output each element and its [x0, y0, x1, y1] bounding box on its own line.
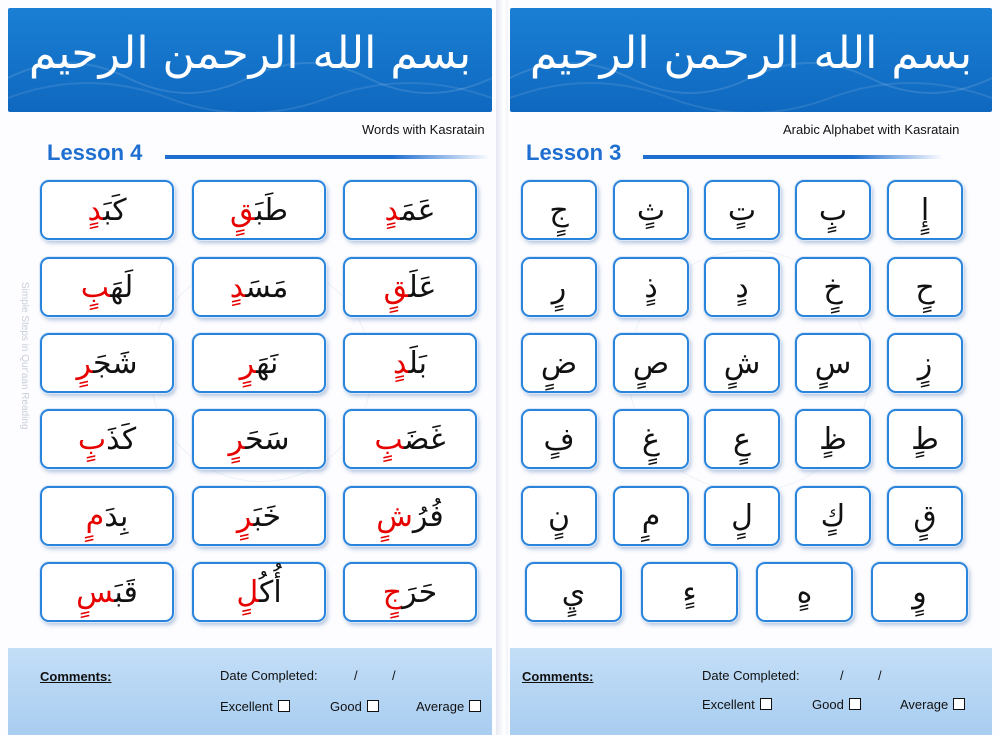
kasratain-ending: بٍ	[80, 269, 111, 305]
arabic-letter: زٍ	[917, 345, 933, 381]
word-card	[343, 333, 477, 393]
word-card	[343, 486, 477, 546]
letter-card	[521, 257, 597, 317]
arabic-letter: عٍ	[733, 421, 751, 457]
kasratain-ending: شٍ	[376, 498, 413, 534]
rating-average[interactable]	[900, 697, 965, 712]
lesson-subtitle: Arabic Alphabet with Kasratain	[783, 122, 960, 137]
letter-card	[795, 486, 871, 546]
word-stem: كَذَ	[106, 421, 137, 457]
kasratain-ending: مٍ	[85, 498, 105, 534]
kasratain-ending: سٍ	[76, 574, 115, 610]
word-stem: غَضَ	[403, 421, 446, 457]
letter-card	[756, 562, 853, 622]
date-separator: /	[354, 668, 358, 683]
kasratain-ending: قٍ	[230, 192, 256, 228]
kasratain-ending: رٍ	[76, 345, 94, 381]
kasratain-ending: بٍ	[374, 421, 404, 457]
basmala-banner	[8, 8, 492, 112]
arabic-letter: ءٍ	[682, 574, 697, 610]
lesson-subtitle: Words with Kasratain	[362, 122, 485, 137]
comments-label: Comments:	[40, 669, 112, 684]
arabic-letter: غٍ	[642, 421, 660, 457]
arabic-letter: ذٍ	[644, 269, 658, 305]
arabic-letter: لٍ	[731, 498, 753, 534]
letter-card	[887, 486, 963, 546]
word-stem: نَهَ	[256, 345, 279, 381]
word-stem: عَلَ	[408, 269, 437, 305]
word-stem: حَرَ	[402, 574, 438, 610]
average-checkbox[interactable]	[953, 698, 965, 710]
kasratain-ending: قٍ	[383, 269, 409, 305]
word-stem: مَسَ	[245, 269, 289, 305]
letter-card	[795, 333, 871, 393]
kasratain-ending: دٍ	[229, 269, 246, 305]
letter-card	[704, 257, 780, 317]
word-card	[343, 257, 477, 317]
lesson-rule	[165, 155, 490, 159]
rating-excellent-label: Excellent	[702, 697, 755, 712]
word-stem: شَجَ	[93, 345, 138, 381]
word-stem: كَبَ	[103, 192, 127, 228]
arabic-word	[228, 422, 289, 457]
kasratain-ending: دٍ	[392, 345, 409, 381]
word-card	[40, 180, 174, 240]
letter-card	[525, 562, 622, 622]
arabic-letter: يٍ	[561, 574, 586, 610]
letter-card	[887, 333, 963, 393]
arabic-letter: هٍ	[796, 574, 813, 610]
basmala-banner	[510, 8, 992, 112]
rating-excellent[interactable]	[702, 697, 772, 712]
arabic-word	[230, 193, 288, 228]
arabic-letter: وٍ	[912, 574, 927, 610]
good-checkbox[interactable]	[849, 698, 861, 710]
letter-card	[795, 180, 871, 240]
word-card	[192, 562, 326, 622]
excellent-checkbox[interactable]	[278, 700, 290, 712]
arabic-letter: نٍ	[547, 498, 571, 534]
word-card	[40, 333, 174, 393]
date-completed-label: Date Completed:	[702, 668, 800, 683]
letter-card	[521, 180, 597, 240]
letter-card	[613, 180, 689, 240]
letter-card	[704, 409, 780, 469]
date-separator: /	[878, 668, 882, 683]
word-stem: أُكُ	[259, 574, 282, 610]
arabic-letter: شٍ	[723, 345, 761, 381]
rating-average[interactable]	[416, 699, 481, 714]
letter-card	[521, 409, 597, 469]
basmala-text: بسم الله الرحمن الرحيم	[529, 28, 973, 79]
word-card	[192, 257, 326, 317]
arabic-letter: مٍ	[641, 498, 661, 534]
arabic-word	[236, 575, 281, 610]
rating-average-label: Average	[900, 697, 949, 712]
word-card	[343, 562, 477, 622]
arabic-word	[76, 346, 137, 381]
kasratain-ending: لٍ	[236, 574, 260, 610]
comments-footer	[8, 648, 492, 735]
good-checkbox[interactable]	[367, 700, 379, 712]
word-stem: عَمَ	[400, 192, 436, 228]
rating-excellent-label: Excellent	[220, 699, 273, 714]
kasratain-ending: دٍ	[384, 192, 401, 228]
arabic-letter: تٍ	[727, 192, 757, 228]
letter-card	[641, 562, 738, 622]
rating-good-label: Good	[330, 699, 362, 714]
kasratain-ending: رٍ	[239, 345, 257, 381]
kasratain-ending: رٍ	[236, 498, 254, 534]
lesson-title: Lesson 3	[526, 140, 622, 165]
arabic-word	[393, 346, 427, 381]
word-card	[343, 409, 477, 469]
letter-card	[613, 409, 689, 469]
arabic-letter: صٍ	[632, 345, 670, 381]
arabic-word	[87, 193, 126, 228]
word-card	[40, 409, 174, 469]
arabic-word	[384, 270, 437, 305]
date-separator: /	[392, 668, 396, 683]
arabic-word	[376, 499, 444, 534]
word-stem: لَهَ	[110, 269, 134, 305]
side-book-title: Simple Steps in Qur'aan Reading	[19, 282, 30, 430]
letter-card	[704, 333, 780, 393]
letter-card	[887, 180, 963, 240]
word-card	[343, 180, 477, 240]
arabic-word	[383, 575, 437, 610]
comments-label: Comments:	[522, 669, 594, 684]
word-stem: بِدَ	[104, 498, 129, 534]
comments-footer	[510, 648, 992, 735]
letter-card	[521, 333, 597, 393]
letter-card	[613, 333, 689, 393]
rating-excellent[interactable]	[220, 699, 290, 714]
word-stem: فُرُ	[412, 498, 444, 534]
letter-card	[871, 562, 968, 622]
arabic-word	[76, 575, 138, 610]
arabic-letter: دٍ	[735, 269, 749, 305]
arabic-word	[86, 499, 129, 534]
date-separator: /	[840, 668, 844, 683]
word-stem: قَبَ	[114, 574, 138, 610]
right-page	[508, 0, 1000, 735]
word-stem: بَلَ	[408, 345, 428, 381]
rating-good[interactable]	[330, 699, 379, 714]
arabic-letter: ثٍ	[636, 192, 666, 228]
word-card	[40, 257, 174, 317]
word-stem: طَبَ	[255, 192, 288, 228]
letter-card	[887, 409, 963, 469]
word-stem: سَحَ	[245, 421, 290, 457]
rating-average-label: Average	[416, 699, 465, 714]
arabic-letter: خٍ	[823, 269, 843, 305]
word-card	[40, 486, 174, 546]
word-card	[40, 562, 174, 622]
basmala-text: بسم الله الرحمن الرحيم	[28, 28, 472, 79]
arabic-word	[81, 270, 133, 305]
letter-card	[887, 257, 963, 317]
arabic-letter: قٍ	[913, 498, 937, 534]
letter-card	[704, 180, 780, 240]
arabic-letter: بٍ	[818, 192, 848, 228]
lesson-title: Lesson 4	[47, 140, 143, 165]
letter-card	[613, 257, 689, 317]
arabic-word	[385, 193, 436, 228]
word-card	[192, 180, 326, 240]
letter-card	[613, 486, 689, 546]
kasratain-ending: رٍ	[228, 421, 246, 457]
lesson-rule	[643, 155, 943, 159]
arabic-word	[78, 422, 136, 457]
arabic-letter: جٍ	[549, 192, 569, 228]
average-checkbox[interactable]	[469, 700, 481, 712]
arabic-letter: رٍ	[551, 269, 567, 305]
letter-card	[795, 257, 871, 317]
letter-card	[521, 486, 597, 546]
arabic-word	[374, 422, 445, 457]
arabic-word	[240, 346, 279, 381]
rating-good-label: Good	[812, 697, 844, 712]
arabic-letter: سٍ	[814, 345, 852, 381]
arabic-word	[230, 270, 289, 305]
word-stem: خَبَ	[253, 498, 282, 534]
arabic-letter: ظٍ	[819, 421, 847, 457]
date-completed-label: Date Completed:	[220, 668, 318, 683]
word-card	[192, 333, 326, 393]
kasratain-ending: بٍ	[77, 421, 107, 457]
arabic-word	[237, 499, 281, 534]
letter-card	[704, 486, 780, 546]
word-card	[192, 486, 326, 546]
word-card	[192, 409, 326, 469]
arabic-letter: ضٍ	[540, 345, 578, 381]
rating-good[interactable]	[812, 697, 861, 712]
kasratain-ending: دٍ	[87, 192, 104, 228]
excellent-checkbox[interactable]	[760, 698, 772, 710]
arabic-letter: طٍ	[911, 421, 939, 457]
arabic-letter: حٍ	[915, 269, 935, 305]
kasratain-ending: جٍ	[382, 574, 403, 610]
arabic-letter: كٍ	[820, 498, 846, 534]
arabic-letter: إٍ	[920, 192, 930, 228]
arabic-letter: فٍ	[543, 421, 575, 457]
letter-card	[795, 409, 871, 469]
